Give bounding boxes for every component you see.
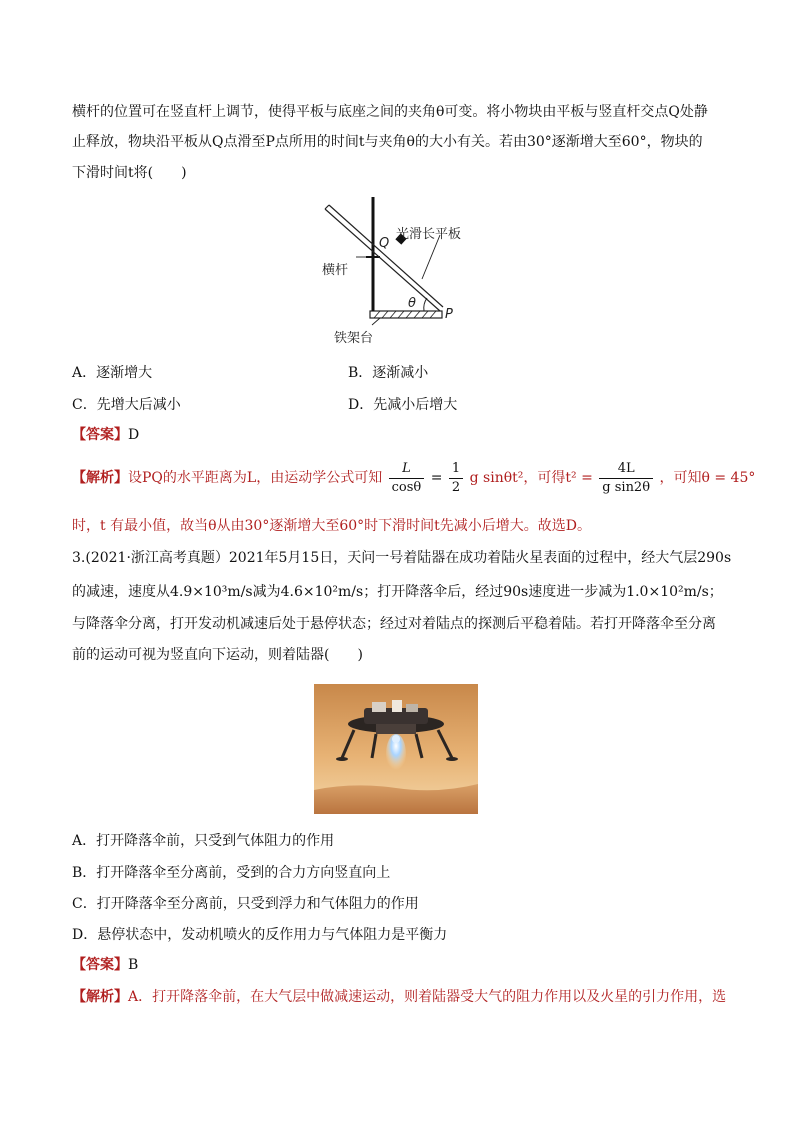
analysis-pre: 设PQ的水平距离为L，由运动学公式可知 <box>128 470 383 486</box>
q3-text-line-1: 3.(2021·浙江高考真题）2021年5月15日，天问一号着陆器在成功着陆火星表面的过程中，经大气层290s <box>72 550 732 566</box>
mars-lander-photo <box>314 684 478 814</box>
label-q: Q <box>379 236 390 251</box>
q2-option-c: C．先增大后减小 <box>72 397 181 413</box>
q2-text-line-3: 下滑时间t将( ) <box>72 165 187 181</box>
q3-text-line-3: 与降落伞分离，打开发动机减速后处于悬停状态；经过对着陆点的探测后平稳着陆。若打开降落伞至分离 <box>72 616 716 632</box>
fraction-4l: $\frac{4L}{\text{g sin2θ}}$ <box>599 460 653 497</box>
q2-text-line-2: 止释放，物块沿平板从Q点滑至P点所用的时间t与夹角θ的大小有关。若由30°逐渐增大至60°，物块的 <box>72 134 703 150</box>
q3-option-d: D．悬停状态中，发动机喷火的反作用力与气体阻力是平衡力 <box>72 927 448 943</box>
label-stand: 铁架台 <box>334 331 374 346</box>
incline-diagram <box>300 195 480 350</box>
label-p: P <box>445 307 453 322</box>
q3-option-c: C．打开降落伞至分离前，只受到浮力和气体阻力的作用 <box>72 896 419 912</box>
analysis-text: A．打开降落伞前，在大气层中做减速运动，则着陆器受大气的阻力作用以及火星的引力作用，选 <box>128 989 727 1005</box>
q3-option-b: B．打开降落伞至分离前，受到的合力方向竖直向上 <box>72 865 391 881</box>
answer-tag: 【答案】 <box>72 957 128 973</box>
label-crossbar: 横杆 <box>322 263 349 278</box>
smooth-plate <box>325 209 440 311</box>
answer-tag: 【答案】 <box>72 427 128 443</box>
q3-text-line-2: 的减速，速度从4.9×10³m/s减为4.6×10²m/s；打开降落伞后，经过90s速度进一步减为1.0×10²m/s； <box>72 584 723 600</box>
label-plate: 光滑长平板 <box>396 227 462 242</box>
label-theta: θ <box>408 296 416 311</box>
q2-option-d: D．先减小后增大 <box>348 397 458 413</box>
q2-analysis-line-1 <box>72 458 755 498</box>
analysis-eq2-tail: ，可知θ = 45° <box>659 470 756 486</box>
q3-analysis-line-1 <box>72 987 726 1007</box>
q3-answer <box>72 955 138 975</box>
q2-analysis-line-2: 时，t 有最小值，故当θ从由30°逐渐增大至60°时下滑时间t先减小后增大。故选D。 <box>72 518 591 534</box>
q3-text-line-4: 前的运动可视为竖直向下运动，则着陆器( ) <box>72 647 363 663</box>
fraction-one-half: $\frac{1}{2}$ <box>449 460 463 497</box>
equals-sign: = <box>430 470 443 486</box>
q2-text-line-1: 横杆的位置可在竖直杆上调节，使得平板与底座之间的夹角θ可变。将小物块由平板与竖直杆交点Q处静 <box>72 104 708 120</box>
q2-option-a: A．逐渐增大 <box>72 365 153 381</box>
stand-base <box>370 311 442 318</box>
analysis-tag: 【解析】 <box>72 470 128 486</box>
q2-option-b: B．逐渐减小 <box>348 365 429 381</box>
analysis-tag: 【解析】 <box>72 989 128 1005</box>
theta-arc <box>424 298 427 311</box>
q3-option-a: A．打开降落伞前，只受到气体阻力的作用 <box>72 833 335 849</box>
q2-answer <box>72 425 139 445</box>
answer-value: B <box>128 957 139 973</box>
fraction-l-over-cos: $\frac{L}{\cos\theta}$ <box>389 460 425 497</box>
answer-value: D <box>128 427 140 443</box>
analysis-eq1-tail: g sinθt²，可得t² = <box>469 470 593 486</box>
